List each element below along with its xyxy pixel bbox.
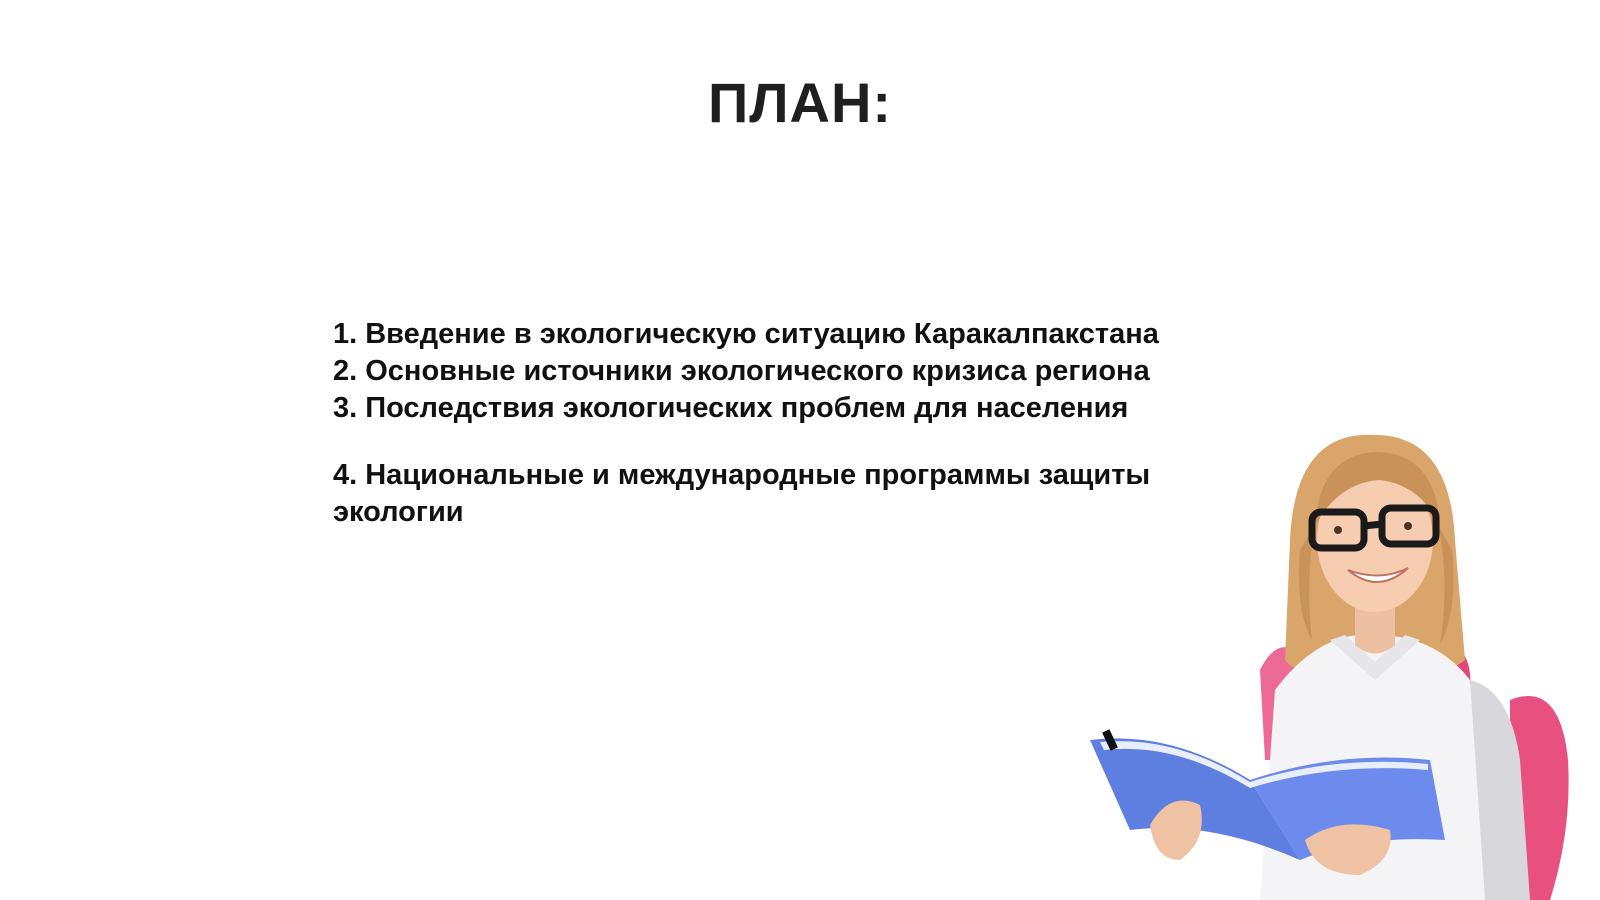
plan-item-2: 2. Основные источники экологического кризиса региона: [333, 355, 1150, 387]
slide-title: ПЛАН:: [707, 71, 893, 134]
student-illustration: [1090, 430, 1600, 900]
plan-list: [333, 316, 1213, 531]
plan-item-1: 1. Введение в экологическую ситуацию Каракалпакстана: [333, 318, 1159, 350]
plan-item-4: 4. Национальные и международные программы защиты экологии: [333, 459, 1151, 528]
plan-item-3: 3. Последствия экологических проблем для населения: [333, 392, 1129, 424]
student-girl-image: [1090, 430, 1600, 900]
